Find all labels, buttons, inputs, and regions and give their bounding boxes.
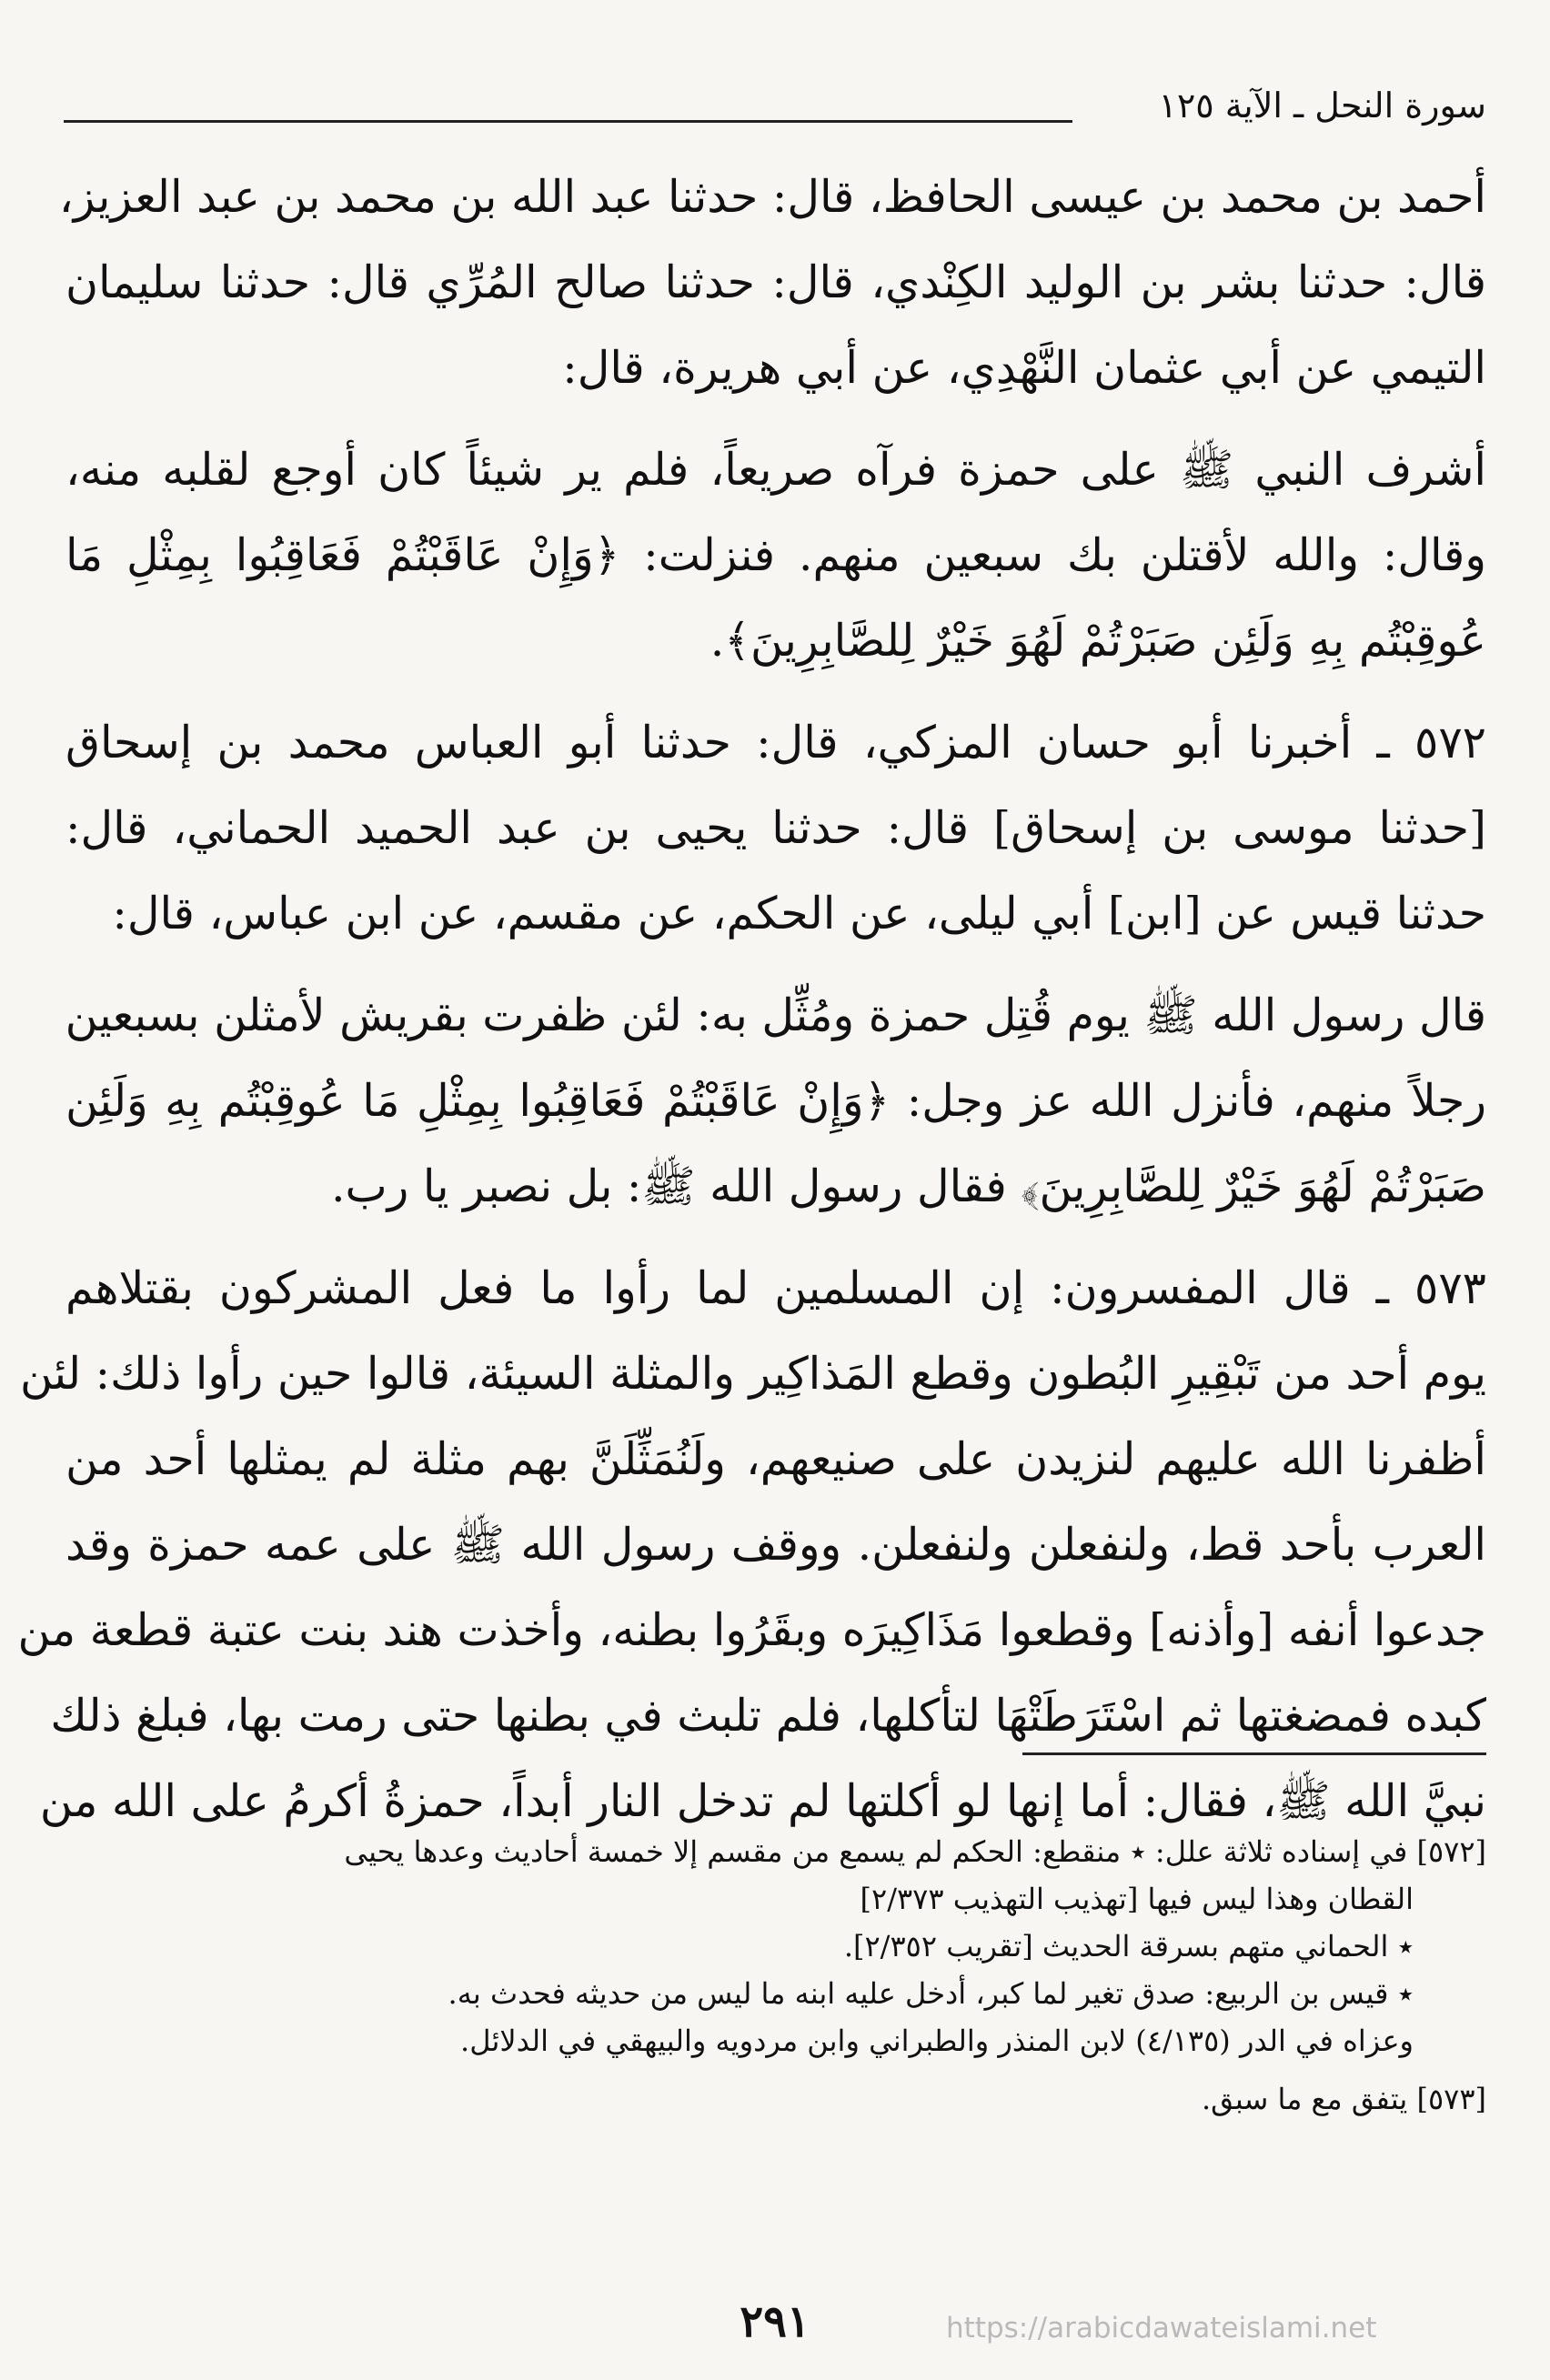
text-line: [حدثنا موسى بن إسحاق] قال: حدثنا يحيى بن عبد الحميد الحماني، قال: — [65, 802, 1486, 854]
text-line: قال: حدثنا بشر بن الوليد الكِنْدي، قال: حدثنا صالح المُرِّي قال: حدثنا سليمان — [65, 256, 1486, 308]
footnote-line: القطان وهذا ليس فيها [تهذيب التهذيب ٢/٣٧٣] — [860, 1882, 1414, 1916]
main-text — [17, 155, 1486, 1844]
text-line: يوم أحد من تَبْقِيرِ البُطون وقطع المَذاكِير والمثلة السيئة، قالوا حين رأوا ذلك: لئن — [20, 1348, 1486, 1400]
text-line: قال رسول الله ﷺ يوم قُتِل حمزة ومُثِّل به: لئن ظفرت بقريش لأمثلن بسبعين — [65, 989, 1486, 1041]
watermark-url: https://arabicdawateislami.net — [946, 2312, 1377, 2345]
text-line: ٥٧٢ ـ أخبرنا أبو حسان المزكي، قال: حدثنا أبو العباس محمد بن إسحاق — [65, 717, 1486, 768]
paragraph-gap — [65, 1230, 1486, 1246]
text-line: حدثنا قيس عن [ابن] أبي ليلى، عن الحكم، عن مقسم، عن ابن عباس، قال: — [112, 888, 1486, 939]
text-line: أظفرنا الله عليهم لنزيدن على صنيعهم، ولَنُمَثِّلَنَّ بهم مثلة لم يمثلها أحد من — [65, 1433, 1486, 1485]
footnote-line: وعزاه في الدر (٤/١٣٥) لابن المنذر والطبراني وابن مردويه والبيهقي في الدلائل. — [460, 2024, 1414, 2058]
footnote-line: [٥٧٢] في إسناده ثلاثة علل: ٭ منقطع: الحكم لم يسمع من مقسم إلا خمسة أحاديث وعدها يحيى — [344, 1834, 1486, 1869]
text-line: كبده فمضغتها ثم اسْتَرَطَتْهَا لتأكلها، فلم تلبث في بطنها حتى رمت بها، فبلغ ذلك — [50, 1690, 1486, 1742]
footnotes — [65, 1828, 1486, 2123]
footnote-line: ٭ قيس بن الربيع: صدق تغير لما كبر، أدخل عليه ابنه ما ليس من حديثه فحدث به. — [448, 1976, 1414, 2011]
text-line: أشرف النبي ﷺ على حمزة فرآه صريعاً، فلم ير شيئاً كان أوجع لقلبه منه، — [65, 444, 1486, 496]
text-line: ٥٧٣ ـ قال المفسرون: إن المسلمين لما رأوا ما فعل المشركون بقتلاهم — [65, 1262, 1486, 1314]
text-line: رجلاً منهم، فأنزل الله عز وجل: ﴿وَإِنْ عَاقَبْتُمْ فَعَاقِبُوا بِمِثْلِ مَا عُوقِبْتُم بِهِ وَلَئِن — [65, 1075, 1486, 1127]
text-line: العرب بأحد قط، ولنفعلن ولنفعلن. ووقف رسول الله ﷺ على عمه حمزة وقد — [65, 1519, 1486, 1571]
paragraph-gap — [65, 957, 1486, 973]
running-title: سورة النحل ـ الآية ١٢٥ — [1158, 85, 1486, 126]
text-line: أحمد بن محمد بن عيسى الحافظ، قال: حدثنا عبد الله بن محمد بن عبد العزيز، — [58, 171, 1486, 223]
text-line: عُوقِبْتُم بِهِ وَلَئِن صَبَرْتُمْ لَهُوَ خَيْرٌ لِلصَّابِرِينَ﴾. — [710, 615, 1486, 667]
page-number: ٢٩١ — [740, 2296, 810, 2347]
footnote-line: ٭ الحماني متهم بسرقة الحديث [تقريب ٢/٣٥٢]. — [843, 1929, 1414, 1963]
header-rule — [64, 120, 1072, 123]
text-line: نبيَّ الله ﷺ، فقال: أما إنها لو أكلتها لم تدخل النار أبداً، حمزةُ أكرمُ على الله من — [39, 1775, 1486, 1827]
text-line: التيمي عن أبي عثمان النَّهْدِي، عن أبي هريرة، قال: — [562, 342, 1486, 394]
footnote-line: [٥٧٣] يتفق مع ما سبق. — [1201, 2082, 1486, 2116]
text-line: وقال: والله لأقتلن بك سبعين منهم. فنزلت: ﴿وَإِنْ عَاقَبْتُمْ فَعَاقِبُوا بِمِثْلِ مَا — [65, 529, 1486, 581]
text-line: جدعوا أنفه [وأذنه] وقطعوا مَذَاكِيرَه وبقَرُوا بطنه، وأخذت هند بنت عتبة قطعة من — [17, 1604, 1486, 1656]
text-line: صَبَرْتُمْ لَهُوَ خَيْرٌ لِلصَّابِرِينَ﴾ فقال رسول الله ﷺ: بل نصبر يا رب. — [330, 1160, 1486, 1212]
paragraph-gap — [65, 411, 1486, 427]
footnote-separator — [1022, 1752, 1486, 1755]
paragraph-gap — [65, 684, 1486, 700]
page-header — [64, 85, 1486, 140]
